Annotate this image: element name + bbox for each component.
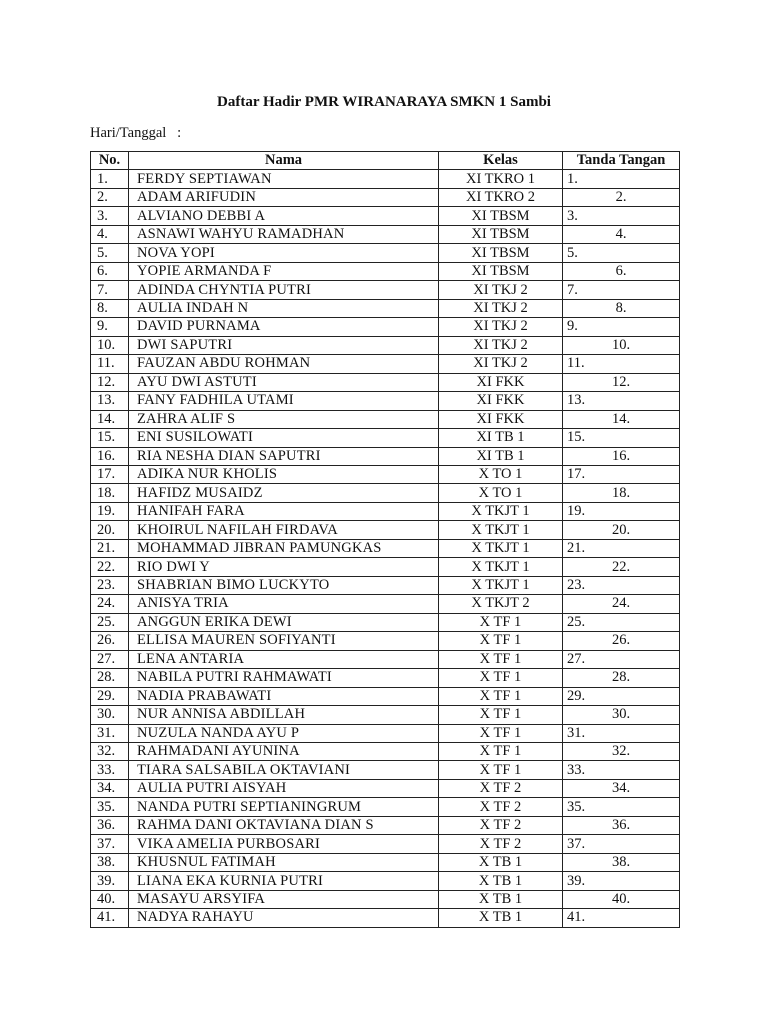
signature-cell: 5. — [563, 244, 680, 262]
signature-cell: 6. — [563, 262, 680, 280]
student-class: XI TKJ 2 — [439, 336, 563, 354]
student-class: X TKJT 1 — [439, 558, 563, 576]
signature-cell: 34. — [563, 779, 680, 797]
student-name: ASNAWI WAHYU RAMADHAN — [129, 225, 439, 243]
header-row — [91, 152, 680, 170]
row-number: 4. — [91, 225, 129, 243]
row-number: 29. — [91, 687, 129, 705]
table-row — [91, 299, 680, 317]
row-number: 3. — [91, 207, 129, 225]
signature-cell: 25. — [563, 613, 680, 631]
row-number: 27. — [91, 650, 129, 668]
signature-cell: 18. — [563, 484, 680, 502]
student-class: XI FKK — [439, 373, 563, 391]
row-number: 9. — [91, 318, 129, 336]
row-number: 36. — [91, 816, 129, 834]
signature-cell: 23. — [563, 576, 680, 594]
table-row — [91, 410, 680, 428]
row-number: 5. — [91, 244, 129, 262]
table-row — [91, 835, 680, 853]
student-name: NOVA YOPI — [129, 244, 439, 262]
table-row — [91, 706, 680, 724]
table-row — [91, 558, 680, 576]
student-class: X TO 1 — [439, 484, 563, 502]
student-class: XI TKJ 2 — [439, 299, 563, 317]
signature-cell: 39. — [563, 872, 680, 890]
student-class: X TF 2 — [439, 816, 563, 834]
student-class: XI TB 1 — [439, 429, 563, 447]
signature-cell: 13. — [563, 392, 680, 410]
signature-cell: 8. — [563, 299, 680, 317]
table-row — [91, 761, 680, 779]
student-class: XI TKJ 2 — [439, 281, 563, 299]
row-number: 34. — [91, 779, 129, 797]
signature-cell: 11. — [563, 355, 680, 373]
student-name: RIO DWI Y — [129, 558, 439, 576]
student-name: YOPIE ARMANDA F — [129, 262, 439, 280]
student-name: FAUZAN ABDU ROHMAN — [129, 355, 439, 373]
table-row — [91, 595, 680, 613]
table-body — [91, 170, 680, 927]
signature-cell: 1. — [563, 170, 680, 188]
signature-cell: 37. — [563, 835, 680, 853]
header-kelas: Kelas — [439, 152, 563, 170]
row-number: 16. — [91, 447, 129, 465]
student-class: X TF 1 — [439, 687, 563, 705]
signature-cell: 4. — [563, 225, 680, 243]
student-name: LIANA EKA KURNIA PUTRI — [129, 872, 439, 890]
signature-cell: 29. — [563, 687, 680, 705]
student-class: XI FKK — [439, 392, 563, 410]
attendance-table — [90, 151, 680, 928]
student-name: ENI SUSILOWATI — [129, 429, 439, 447]
table-row — [91, 465, 680, 483]
header-nama: Nama — [129, 152, 439, 170]
row-number: 40. — [91, 890, 129, 908]
table-row — [91, 576, 680, 594]
row-number: 23. — [91, 576, 129, 594]
student-class: XI TBSM — [439, 262, 563, 280]
student-class: X TF 1 — [439, 761, 563, 779]
row-number: 2. — [91, 188, 129, 206]
student-name: FANY FADHILA UTAMI — [129, 392, 439, 410]
row-number: 31. — [91, 724, 129, 742]
table-row — [91, 355, 680, 373]
signature-cell: 17. — [563, 465, 680, 483]
header-tanda-tangan: Tanda Tangan — [563, 152, 680, 170]
student-name: NANDA PUTRI SEPTIANINGRUM — [129, 798, 439, 816]
student-name: NABILA PUTRI RAHMAWATI — [129, 669, 439, 687]
row-number: 37. — [91, 835, 129, 853]
student-name: TIARA SALSABILA OKTAVIANI — [129, 761, 439, 779]
table-row — [91, 521, 680, 539]
student-name: NUR ANNISA ABDILLAH — [129, 706, 439, 724]
student-name: NUZULA NANDA AYU P — [129, 724, 439, 742]
table-row — [91, 650, 680, 668]
table-row — [91, 798, 680, 816]
table-row — [91, 539, 680, 557]
signature-cell: 35. — [563, 798, 680, 816]
student-name: ZAHRA ALIF S — [129, 410, 439, 428]
signature-cell: 21. — [563, 539, 680, 557]
signature-cell: 3. — [563, 207, 680, 225]
signature-cell: 16. — [563, 447, 680, 465]
signature-cell: 36. — [563, 816, 680, 834]
row-number: 28. — [91, 669, 129, 687]
student-name: ANISYA TRIA — [129, 595, 439, 613]
table-row — [91, 170, 680, 188]
student-class: X TF 2 — [439, 798, 563, 816]
student-class: X TKJT 1 — [439, 539, 563, 557]
student-class: X TB 1 — [439, 853, 563, 871]
row-number: 15. — [91, 429, 129, 447]
table-row — [91, 909, 680, 927]
student-name: LENA ANTARIA — [129, 650, 439, 668]
table-row — [91, 188, 680, 206]
row-number: 18. — [91, 484, 129, 502]
row-number: 14. — [91, 410, 129, 428]
signature-cell: 15. — [563, 429, 680, 447]
signature-cell: 33. — [563, 761, 680, 779]
signature-cell: 22. — [563, 558, 680, 576]
student-name: RAHMADANI AYUNINA — [129, 743, 439, 761]
date-separator: : — [177, 125, 182, 141]
student-class: X TKJT 1 — [439, 576, 563, 594]
table-row — [91, 890, 680, 908]
signature-cell: 2. — [563, 188, 680, 206]
table-row — [91, 484, 680, 502]
row-number: 22. — [91, 558, 129, 576]
student-class: X TF 1 — [439, 613, 563, 631]
signature-cell: 14. — [563, 410, 680, 428]
student-class: XI TKRO 2 — [439, 188, 563, 206]
table-row — [91, 743, 680, 761]
student-name: MOHAMMAD JIBRAN PAMUNGKAS — [129, 539, 439, 557]
table-row — [91, 373, 680, 391]
signature-cell: 19. — [563, 502, 680, 520]
row-number: 1. — [91, 170, 129, 188]
row-number: 38. — [91, 853, 129, 871]
signature-cell: 24. — [563, 595, 680, 613]
table-row — [91, 392, 680, 410]
student-class: X TF 1 — [439, 724, 563, 742]
table-row — [91, 816, 680, 834]
student-class: XI TB 1 — [439, 447, 563, 465]
signature-cell: 31. — [563, 724, 680, 742]
table-row — [91, 244, 680, 262]
table-row — [91, 429, 680, 447]
student-class: X TO 1 — [439, 465, 563, 483]
student-name: DAVID PURNAMA — [129, 318, 439, 336]
student-name: ALVIANO DEBBI A — [129, 207, 439, 225]
student-name: HAFIDZ MUSAIDZ — [129, 484, 439, 502]
signature-cell: 12. — [563, 373, 680, 391]
student-name: ELLISA MAUREN SOFIYANTI — [129, 632, 439, 650]
row-number: 7. — [91, 281, 129, 299]
student-name: HANIFAH FARA — [129, 502, 439, 520]
student-name: NADIA PRABAWATI — [129, 687, 439, 705]
row-number: 41. — [91, 909, 129, 927]
student-name: ADINDA CHYNTIA PUTRI — [129, 281, 439, 299]
student-name: ADAM ARIFUDIN — [129, 188, 439, 206]
student-name: KHUSNUL FATIMAH — [129, 853, 439, 871]
student-class: X TKJT 1 — [439, 502, 563, 520]
student-class: XI TBSM — [439, 225, 563, 243]
row-number: 33. — [91, 761, 129, 779]
row-number: 11. — [91, 355, 129, 373]
date-line — [90, 124, 181, 142]
row-number: 25. — [91, 613, 129, 631]
table-row — [91, 447, 680, 465]
signature-cell: 10. — [563, 336, 680, 354]
student-class: X TB 1 — [439, 909, 563, 927]
student-name: AYU DWI ASTUTI — [129, 373, 439, 391]
row-number: 12. — [91, 373, 129, 391]
student-name: FERDY SEPTIAWAN — [129, 170, 439, 188]
row-number: 21. — [91, 539, 129, 557]
student-class: X TF 1 — [439, 669, 563, 687]
student-class: XI FKK — [439, 410, 563, 428]
table-row — [91, 724, 680, 742]
table-row — [91, 669, 680, 687]
row-number: 19. — [91, 502, 129, 520]
student-class: X TF 1 — [439, 632, 563, 650]
signature-cell: 32. — [563, 743, 680, 761]
table-row — [91, 613, 680, 631]
row-number: 39. — [91, 872, 129, 890]
student-name: AULIA PUTRI AISYAH — [129, 779, 439, 797]
student-name: DWI SAPUTRI — [129, 336, 439, 354]
student-class: X TKJT 1 — [439, 521, 563, 539]
student-name: NADYA RAHAYU — [129, 909, 439, 927]
signature-cell: 28. — [563, 669, 680, 687]
student-class: XI TKJ 2 — [439, 318, 563, 336]
signature-cell: 27. — [563, 650, 680, 668]
row-number: 17. — [91, 465, 129, 483]
student-class: XI TBSM — [439, 244, 563, 262]
row-number: 35. — [91, 798, 129, 816]
student-class: XI TKJ 2 — [439, 355, 563, 373]
signature-cell: 9. — [563, 318, 680, 336]
student-class: X TKJT 2 — [439, 595, 563, 613]
student-name: AULIA INDAH N — [129, 299, 439, 317]
table-row — [91, 318, 680, 336]
row-number: 8. — [91, 299, 129, 317]
row-number: 13. — [91, 392, 129, 410]
document-title: Daftar Hadir PMR WIRANARAYA SMKN 1 Sambi — [217, 94, 551, 110]
signature-cell: 38. — [563, 853, 680, 871]
table-row — [91, 281, 680, 299]
student-name: MASAYU ARSYIFA — [129, 890, 439, 908]
student-name: RIA NESHA DIAN SAPUTRI — [129, 447, 439, 465]
student-name: ADIKA NUR KHOLIS — [129, 465, 439, 483]
student-class: X TB 1 — [439, 890, 563, 908]
table-row — [91, 336, 680, 354]
table-row — [91, 225, 680, 243]
student-class: XI TKRO 1 — [439, 170, 563, 188]
table-row — [91, 262, 680, 280]
table-row — [91, 779, 680, 797]
table-row — [91, 872, 680, 890]
student-class: X TF 1 — [439, 743, 563, 761]
row-number: 10. — [91, 336, 129, 354]
date-label: Hari/Tanggal — [90, 125, 167, 141]
row-number: 6. — [91, 262, 129, 280]
row-number: 20. — [91, 521, 129, 539]
student-class: X TF 1 — [439, 706, 563, 724]
student-name: KHOIRUL NAFILAH FIRDAVA — [129, 521, 439, 539]
table-row — [91, 207, 680, 225]
table-row — [91, 687, 680, 705]
row-number: 24. — [91, 595, 129, 613]
signature-cell: 7. — [563, 281, 680, 299]
student-name: SHABRIAN BIMO LUCKYTO — [129, 576, 439, 594]
table-row — [91, 853, 680, 871]
table-header — [91, 152, 680, 170]
student-name: ANGGUN ERIKA DEWI — [129, 613, 439, 631]
student-name: VIKA AMELIA PURBOSARI — [129, 835, 439, 853]
signature-cell: 20. — [563, 521, 680, 539]
signature-cell: 30. — [563, 706, 680, 724]
student-class: X TF 2 — [439, 779, 563, 797]
student-class: X TB 1 — [439, 872, 563, 890]
signature-cell: 41. — [563, 909, 680, 927]
student-name: RAHMA DANI OKTAVIANA DIAN S — [129, 816, 439, 834]
row-number: 30. — [91, 706, 129, 724]
student-class: XI TBSM — [439, 207, 563, 225]
table-row — [91, 502, 680, 520]
signature-cell: 26. — [563, 632, 680, 650]
student-class: X TF 1 — [439, 650, 563, 668]
row-number: 32. — [91, 743, 129, 761]
signature-cell: 40. — [563, 890, 680, 908]
student-class: X TF 2 — [439, 835, 563, 853]
table-row — [91, 632, 680, 650]
header-no: No. — [91, 152, 129, 170]
row-number: 26. — [91, 632, 129, 650]
